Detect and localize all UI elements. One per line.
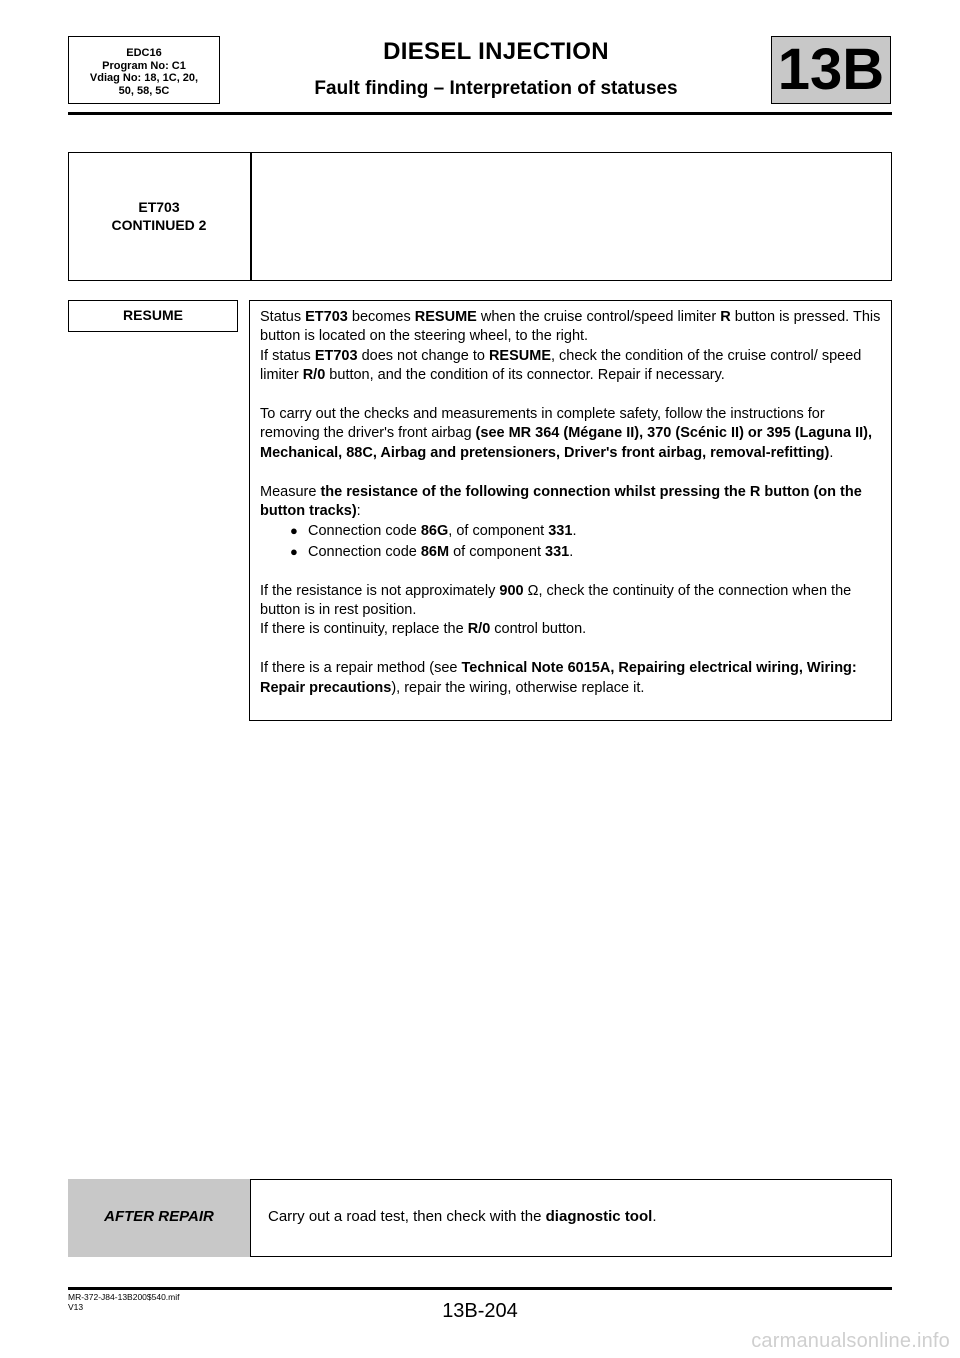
resume-para-6: [260, 620, 881, 639]
status-value: RESUME: [488, 347, 551, 364]
resume-para-2: [260, 347, 881, 386]
page-number: 13B-204: [442, 1300, 518, 1322]
text: becomes: [347, 309, 415, 325]
resume-para-3: [260, 405, 881, 463]
button-name: R/0: [302, 367, 326, 384]
resume-para-4: [260, 483, 881, 522]
bullet-icon: ●: [290, 523, 298, 539]
text: when the cruise control/speed limiter: [476, 309, 721, 325]
document-reference: [68, 1292, 180, 1312]
text: .: [572, 523, 577, 540]
info-line-vdiag-cont: 50, 58, 5C: [118, 84, 170, 97]
text: button is pressed. This button is located on the steering wheel, to the right.: [260, 309, 881, 345]
status-code: ET703: [138, 199, 180, 215]
header-divider: [68, 112, 892, 115]
status-code-ref: ET703: [305, 309, 348, 325]
status-block-label: [68, 198, 250, 234]
text: , check the condition of the cruise control/ speed limiter: [260, 347, 862, 384]
text: , of component: [448, 523, 549, 540]
text: .: [569, 543, 574, 560]
resume-para-1: [260, 308, 881, 347]
tool-name: diagnostic tool: [545, 1208, 653, 1225]
list-item: [260, 521, 881, 541]
status-code-ref: ET703: [314, 347, 358, 364]
resume-para-7: [260, 659, 881, 698]
manual-reference: (see MR 364 (Mégane II), 370 (Scénic II) or 395 (Laguna II), Mechanical, 88C, Airbag and pretensioners, Driver's front airbag, removal-refitting): [260, 425, 873, 461]
section-code-badge: 13B: [771, 36, 891, 104]
text: Measure: [260, 483, 321, 500]
footer-divider: [68, 1287, 892, 1290]
text: Connection code: [308, 523, 421, 540]
resume-label: RESUME: [68, 300, 238, 332]
text: Connection code: [308, 543, 421, 560]
text: .: [829, 444, 834, 461]
text: ), repair the wiring, otherwise replace it.: [391, 679, 645, 696]
status-continued: CONTINUED 2: [111, 217, 207, 233]
info-line-ecu: EDC16: [126, 47, 162, 59]
connection-code: 86M: [420, 543, 450, 560]
document-file: MR-372-J84-13B200$540.mif: [68, 1292, 180, 1302]
list-item: [260, 542, 881, 562]
text: If the resistance is not approximately: [260, 582, 500, 599]
text: To carry out the checks and measurements in complete safety, follow the instructions for removing the driver's front airbag: [260, 406, 825, 442]
vehicle-info-box: [68, 36, 220, 104]
info-line-program: Program No: C1: [102, 59, 186, 72]
resume-para-5: [260, 582, 881, 621]
status-value: RESUME: [414, 309, 477, 325]
status-block-divider: [250, 152, 252, 281]
text: If there is a repair method (see: [260, 660, 462, 677]
measurement-instruction: the resistance of the following connection whilst pressing the R button (on the button tracks): [260, 483, 862, 520]
connection-code: 86G: [420, 523, 449, 540]
bullet-icon: ●: [290, 543, 298, 559]
text: Status: [260, 309, 306, 325]
after-repair-text: [268, 1208, 868, 1225]
text: , check the continuity of the connection when the button is in rest position.: [260, 582, 852, 619]
text: :: [356, 503, 361, 520]
page-subtitle: Fault finding – Interpretation of statuses: [314, 78, 678, 99]
text: If status: [260, 347, 315, 364]
after-repair-label: AFTER REPAIR: [68, 1179, 251, 1257]
info-line-vdiag: Vdiag No: 18, 1C, 20,: [89, 72, 199, 84]
resistance-value: 900: [499, 582, 524, 599]
button-name: R/0: [467, 621, 491, 638]
component-number: 331: [545, 543, 570, 560]
text: button, and the condition of its connector. Repair if necessary.: [325, 367, 725, 384]
resume-instructions: [249, 300, 892, 721]
component-number: 331: [548, 523, 573, 540]
document-version: V13: [68, 1302, 84, 1312]
technical-note-reference: Technical Note 6015A, Repairing electrical wiring, Wiring: Repair precautions: [260, 660, 857, 696]
button-name: R: [720, 309, 731, 325]
text: If there is continuity, replace the: [260, 621, 468, 638]
text: .: [652, 1208, 657, 1225]
ohm-unit: Ω: [523, 582, 539, 599]
text: does not change to: [357, 347, 489, 364]
page-title: DIESEL INJECTION: [383, 38, 609, 65]
text: Carry out a road test, then check with the: [268, 1208, 546, 1225]
watermark-text: carmanualsonline.info: [751, 1330, 950, 1352]
text: control button.: [490, 621, 587, 638]
text: of component: [449, 543, 545, 560]
